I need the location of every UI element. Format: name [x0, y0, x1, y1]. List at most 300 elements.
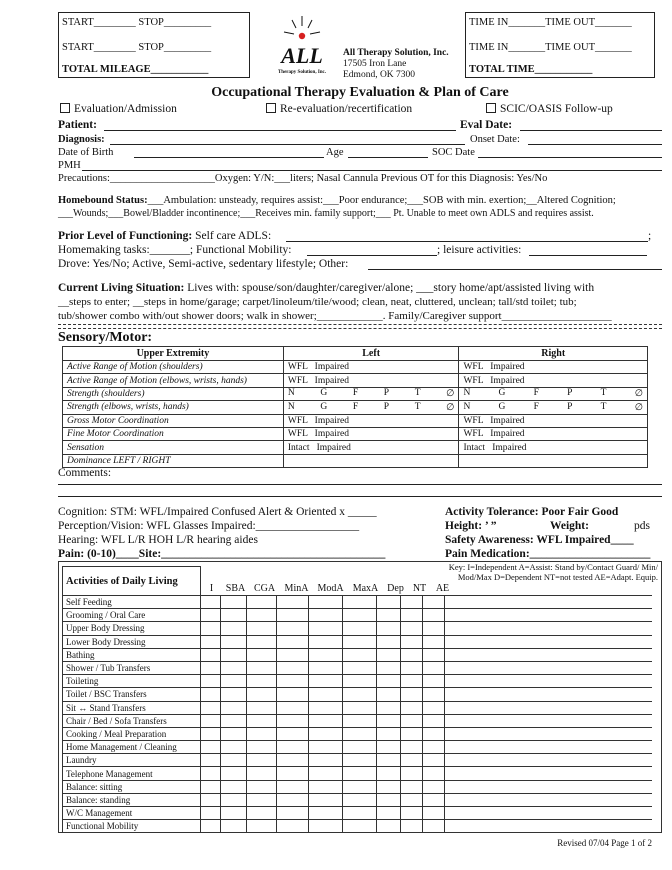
strength-grade[interactable]: ∅ [446, 402, 455, 413]
adl-score-cell[interactable] [377, 622, 401, 635]
adl-score-cell[interactable] [401, 688, 423, 701]
prior-level-label: Prior Level of Functioning: [58, 230, 193, 242]
adl-score-cell[interactable] [247, 622, 277, 635]
adl-score-cell[interactable] [309, 635, 343, 648]
adl-score-cell[interactable] [309, 661, 343, 674]
adl-score-cell[interactable] [201, 635, 221, 648]
checkbox-icon[interactable] [266, 103, 276, 113]
strength-grade[interactable]: T [600, 401, 607, 412]
strength-grade[interactable]: G [498, 401, 506, 412]
adl-score-cell[interactable] [309, 701, 343, 714]
adl-score-cell[interactable] [343, 767, 377, 780]
adl-score-cell[interactable] [343, 754, 377, 767]
comments-line[interactable] [58, 496, 662, 497]
adl-score-cell[interactable] [201, 596, 221, 609]
adl-score-cell[interactable] [201, 754, 221, 767]
adl-score-cell[interactable] [201, 648, 221, 661]
strength-grade[interactable]: G [320, 388, 328, 399]
adl-score-cell[interactable] [445, 622, 653, 635]
checkbox-icon[interactable] [60, 103, 70, 113]
sensory-left-cell[interactable]: WFL Impaired [283, 414, 459, 427]
adl-score-cell[interactable] [247, 596, 277, 609]
adl-score-cell[interactable] [343, 780, 377, 793]
adl-score-cell[interactable] [309, 754, 343, 767]
adl-score-cell[interactable] [221, 661, 247, 674]
adl-score-cell[interactable] [343, 701, 377, 714]
strength-grade[interactable]: N [463, 388, 471, 399]
adl-score-cell[interactable] [201, 675, 221, 688]
adl-score-cell[interactable] [201, 609, 221, 622]
adl-score-cell[interactable] [247, 701, 277, 714]
prior-level-line-3[interactable]: Drove: Yes/No; Active, Semi-active, sedentary lifestyle; Other: [58, 258, 349, 270]
adl-score-cell[interactable] [445, 609, 653, 622]
precautions-line[interactable]: Precautions:____________________Oxygen: Y/N:___liters; Nasal Cannula Previous OT for this Diagnosis: Yes/No [58, 173, 548, 184]
height-field[interactable]: Height: ’ ” [445, 520, 497, 532]
adl-score-cell[interactable] [201, 780, 221, 793]
strength-grade[interactable]: F [533, 401, 539, 412]
time-in-out-1[interactable]: TIME IN_______TIME OUT_______ [469, 17, 632, 28]
adl-score-cell[interactable] [277, 780, 309, 793]
adl-score-cell[interactable] [221, 793, 247, 806]
start-stop-line-1[interactable]: START________ STOP_________ [62, 17, 212, 28]
adl-score-cell[interactable] [401, 767, 423, 780]
adl-score-cell[interactable] [423, 635, 445, 648]
adl-score-cell[interactable] [221, 714, 247, 727]
sensory-left-cell[interactable] [283, 401, 459, 414]
adl-score-cell[interactable] [377, 596, 401, 609]
adl-score-cell[interactable] [423, 675, 445, 688]
adl-score-cell[interactable] [445, 820, 653, 833]
adl-score-cell[interactable] [401, 701, 423, 714]
strength-grade[interactable]: P [567, 401, 573, 412]
sensory-row-label: Strength (shoulders) [63, 387, 284, 400]
strength-grade[interactable]: T [600, 388, 607, 399]
adl-score-cell[interactable] [309, 807, 343, 820]
sensory-row-label: Gross Motor Coordination [63, 414, 284, 427]
hearing-row[interactable]: Hearing: WFL L/R HOH L/R hearing aides [58, 534, 258, 546]
adl-score-cell[interactable] [401, 609, 423, 622]
adl-score-cell[interactable] [309, 741, 343, 754]
sensory-left-cell[interactable] [283, 387, 459, 400]
adl-score-cell[interactable] [423, 754, 445, 767]
adl-score-cell[interactable] [221, 701, 247, 714]
adl-score-cell[interactable] [445, 780, 653, 793]
adl-score-cell[interactable] [201, 793, 221, 806]
adl-score-cell[interactable] [445, 807, 653, 820]
sensory-row [63, 361, 648, 374]
start-stop-line-2[interactable]: START________ STOP_________ [62, 42, 212, 53]
weight-unit: pds [634, 520, 650, 532]
sensory-table [62, 346, 648, 468]
pain-medication[interactable]: Pain Medication:_____________________ [445, 548, 651, 560]
living-line-2[interactable]: __steps to enter; __steps in home/garage; carpet/linoleum/tile/wood; clean, neat, cluttered, unclean; tall/std toilet; tub; [58, 296, 577, 308]
adl-score-cell[interactable] [201, 767, 221, 780]
strength-grade[interactable]: F [533, 388, 539, 399]
weight-field[interactable]: Weight: [550, 520, 589, 532]
onset-date-field[interactable] [528, 144, 662, 145]
diagnosis-field[interactable] [110, 144, 465, 145]
adl-score-cell[interactable] [277, 622, 309, 635]
adl-score-cell[interactable] [309, 820, 343, 833]
checkbox-icon[interactable] [486, 103, 496, 113]
adl-score-cell[interactable] [277, 596, 309, 609]
adl-score-cell[interactable] [221, 754, 247, 767]
adl-score-cell[interactable] [377, 609, 401, 622]
re-evaluation-option[interactable]: Re-evaluation/recertification [266, 102, 412, 116]
sensory-left-cell[interactable]: Intact Impaired [283, 441, 459, 454]
adl-score-cell[interactable] [277, 688, 309, 701]
adl-score-cell[interactable] [247, 727, 277, 740]
strength-grade[interactable]: N [463, 401, 471, 412]
adl-score-cell[interactable] [221, 780, 247, 793]
adl-score-cell[interactable] [247, 688, 277, 701]
adl-score-cell[interactable] [201, 622, 221, 635]
adl-score-cell[interactable] [377, 688, 401, 701]
adl-score-cell[interactable] [309, 622, 343, 635]
adl-score-cell[interactable] [343, 807, 377, 820]
adl-row [63, 596, 653, 609]
adl-score-cell[interactable] [247, 675, 277, 688]
adl-score-cell[interactable] [201, 714, 221, 727]
adl-score-cell[interactable] [221, 688, 247, 701]
comments-line[interactable] [58, 484, 662, 485]
adl-score-cell[interactable] [247, 648, 277, 661]
adl-score-cell[interactable] [423, 820, 445, 833]
adl-score-cell[interactable] [343, 793, 377, 806]
adl-score-cell[interactable] [423, 741, 445, 754]
adl-score-cell[interactable] [445, 701, 653, 714]
adl-score-cell[interactable] [247, 780, 277, 793]
dob-field[interactable] [134, 157, 324, 158]
adl-score-cell[interactable] [201, 820, 221, 833]
adl-score-cell[interactable] [423, 793, 445, 806]
adl-score-cell[interactable] [377, 807, 401, 820]
adl-score-cell[interactable] [277, 635, 309, 648]
company-address-2: Edmond, OK 7300 [343, 70, 416, 80]
adl-score-cell[interactable] [309, 793, 343, 806]
adl-score-cell[interactable] [445, 635, 653, 648]
adl-row [63, 741, 653, 754]
adl-row [63, 675, 653, 688]
adl-score-cell[interactable] [247, 793, 277, 806]
prior-level-line-1[interactable]: Prior Level of Functioning: Self care ADLS: [58, 230, 272, 242]
adl-score-cell[interactable] [277, 701, 309, 714]
adl-score-cell[interactable] [343, 714, 377, 727]
adl-row [63, 714, 653, 727]
time-in-out-2[interactable]: TIME IN_______TIME OUT_______ [469, 42, 632, 53]
adl-score-cell[interactable] [401, 807, 423, 820]
adl-score-cell[interactable] [423, 807, 445, 820]
adl-score-cell[interactable] [221, 609, 247, 622]
adl-score-cell[interactable] [445, 661, 653, 674]
adl-score-cell[interactable] [445, 727, 653, 740]
adl-score-cell[interactable] [377, 701, 401, 714]
adl-row [63, 661, 653, 674]
sensory-row-label: Sensation [63, 441, 284, 454]
sensory-right-cell[interactable]: WFL Impaired [459, 374, 648, 387]
strength-grade[interactable]: ∅ [446, 389, 455, 400]
adl-score-cell[interactable] [343, 741, 377, 754]
adl-score-cell[interactable] [343, 688, 377, 701]
homebound-label: Homebound Status: [58, 195, 148, 206]
sensory-row [63, 441, 648, 454]
age-field[interactable] [348, 157, 428, 158]
adl-score-cell[interactable] [377, 780, 401, 793]
adl-score-cell[interactable] [277, 714, 309, 727]
adl-score-cell[interactable] [377, 727, 401, 740]
adl-score-cell[interactable] [445, 793, 653, 806]
adl-score-cell[interactable] [445, 675, 653, 688]
adl-activity-label: Home Management / Cleaning [63, 741, 201, 754]
adl-score-cell[interactable] [201, 741, 221, 754]
adl-score-cell[interactable] [221, 648, 247, 661]
adl-score-cell[interactable] [401, 596, 423, 609]
adl-score-cell[interactable] [343, 727, 377, 740]
adl-score-cell[interactable] [377, 793, 401, 806]
strength-grade[interactable]: T [414, 401, 421, 412]
adl-score-cell[interactable] [445, 648, 653, 661]
homebound-line-1[interactable]: Homebound Status:___Ambulation: unsteady, requires assist:___Poor endurance;___SOB with min. exertion;__Altered Cognition; [58, 195, 616, 206]
adl-score-cell[interactable] [277, 727, 309, 740]
adl-score-cell[interactable] [445, 767, 653, 780]
adl-score-cell[interactable] [401, 675, 423, 688]
strength-grade[interactable]: P [383, 388, 390, 399]
adl-score-cell[interactable] [377, 820, 401, 833]
adl-score-cell[interactable] [423, 767, 445, 780]
adl-score-cell[interactable] [401, 648, 423, 661]
adl-score-cell[interactable] [423, 780, 445, 793]
adl-score-cell[interactable] [401, 635, 423, 648]
prior-level-line-2[interactable]: Homemaking tasks:_______; Functional Mobility: [58, 244, 292, 256]
adl-score-cell[interactable] [377, 741, 401, 754]
adl-score-cell[interactable] [221, 741, 247, 754]
adl-score-cell[interactable] [277, 807, 309, 820]
adl-score-cell[interactable] [247, 714, 277, 727]
sensory-row-label: Dominance LEFT / RIGHT [63, 454, 284, 467]
adl-score-cell[interactable] [377, 661, 401, 674]
adl-score-cell[interactable] [277, 609, 309, 622]
adl-table [62, 566, 652, 833]
living-line-3[interactable]: tub/shower combo with/out shower doors; walk in shower;____________. Family/Caregiver support____________________ [58, 310, 612, 322]
sensory-row [63, 374, 648, 387]
adl-score-cell[interactable] [401, 622, 423, 635]
adl-score-cell[interactable] [201, 701, 221, 714]
total-mileage[interactable]: TOTAL MILEAGE___________ [62, 64, 209, 75]
adl-score-cell[interactable] [277, 661, 309, 674]
logo-caption: Therapy Solution, Inc. [277, 70, 327, 75]
adl-score-cell[interactable] [309, 727, 343, 740]
sensory-right-cell[interactable]: Intact Impaired [459, 441, 648, 454]
adl-score-cell[interactable] [377, 767, 401, 780]
other-lifestyle-field[interactable] [368, 269, 662, 270]
adl-score-cell[interactable] [247, 807, 277, 820]
adl-row [63, 622, 653, 635]
sensory-left-cell[interactable]: WFL Impaired [283, 361, 459, 374]
sensory-left-cell[interactable]: WFL Impaired [283, 427, 459, 440]
adl-score-cell[interactable] [247, 635, 277, 648]
patient-name-field[interactable] [104, 130, 456, 131]
sensory-right-cell[interactable] [459, 401, 648, 414]
adl-score-cell[interactable] [401, 780, 423, 793]
pmh-field[interactable] [82, 170, 662, 171]
adl-score-cell[interactable] [277, 648, 309, 661]
cognition-row[interactable]: Cognition: STM: WFL/Impaired Confused Alert & Oriented x _____ [58, 506, 377, 518]
dob-label: Date of Birth [58, 147, 114, 158]
adl-score-cell[interactable] [309, 714, 343, 727]
adl-score-cell[interactable] [309, 780, 343, 793]
adl-score-cell[interactable] [343, 820, 377, 833]
adl-score-cell[interactable] [343, 635, 377, 648]
adl-score-cell[interactable] [401, 714, 423, 727]
strength-grade[interactable]: F [352, 401, 359, 412]
adl-score-cell[interactable] [221, 622, 247, 635]
adl-score-cell[interactable] [377, 648, 401, 661]
adl-score-cell[interactable] [343, 609, 377, 622]
adl-score-cell[interactable] [401, 727, 423, 740]
adl-score-cell[interactable] [277, 754, 309, 767]
adl-score-cell[interactable] [401, 661, 423, 674]
functional-mobility-field[interactable] [307, 255, 437, 256]
adl-score-cell[interactable] [247, 661, 277, 674]
adl-score-cell[interactable] [277, 793, 309, 806]
adl-score-cell[interactable] [377, 675, 401, 688]
adl-score-cell[interactable] [277, 741, 309, 754]
adl-score-cell[interactable] [201, 661, 221, 674]
adl-score-cell[interactable] [221, 596, 247, 609]
strength-grade[interactable]: P [383, 401, 390, 412]
adl-score-cell[interactable] [445, 741, 653, 754]
strength-grade[interactable]: N [287, 388, 295, 399]
adl-score-cell[interactable] [201, 727, 221, 740]
adl-score-cell[interactable] [377, 714, 401, 727]
adl-score-cell[interactable] [377, 754, 401, 767]
adl-score-cell[interactable] [423, 688, 445, 701]
adl-score-cell[interactable] [309, 609, 343, 622]
adl-score-cell[interactable] [445, 754, 653, 767]
adl-score-cell[interactable] [423, 714, 445, 727]
adl-score-cell[interactable] [247, 741, 277, 754]
onset-date-label: Onset Date: [470, 134, 520, 145]
strength-grade[interactable]: T [414, 388, 421, 399]
adl-score-cell[interactable] [277, 767, 309, 780]
adl-score-cell[interactable] [309, 767, 343, 780]
strength-grade[interactable]: P [567, 388, 573, 399]
strength-grade[interactable]: N [287, 401, 295, 412]
homebound-line-2[interactable]: ___Wounds;___Bowel/Bladder incontinence;___Receives min. family support;___ Pt. Unable to meet own ADLS and requires assist. [58, 208, 594, 219]
adl-score-cell[interactable] [343, 675, 377, 688]
adl-score-cell[interactable] [445, 688, 653, 701]
adl-score-cell[interactable] [445, 596, 653, 609]
soc-date-field[interactable] [478, 157, 662, 158]
pain-row[interactable]: Pain: (0-10)____Site:_______________________________________ [58, 548, 386, 560]
living-line-1[interactable]: Current Living Situation: Lives with: spouse/son/daughter/caregiver/alone; ___story home/apt/assisted living with [58, 282, 595, 294]
sensory-heading: Sensory/Motor: [58, 330, 153, 345]
adl-score-cell[interactable] [401, 793, 423, 806]
adl-score-cell[interactable] [277, 675, 309, 688]
adl-score-cell[interactable] [343, 622, 377, 635]
sensory-row [63, 401, 648, 414]
sensory-right-cell[interactable]: WFL Impaired [459, 414, 648, 427]
perception-row[interactable]: Perception/Vision: WFL Glasses Impaired:__________________ [58, 520, 360, 532]
strength-grade[interactable]: F [352, 388, 359, 399]
adl-score-cell[interactable] [247, 820, 277, 833]
safety-awareness[interactable]: Safety Awareness: WFL Impaired____ [445, 534, 634, 546]
adl-score-cell[interactable] [309, 596, 343, 609]
adl-score-cell[interactable] [309, 688, 343, 701]
adl-score-cell[interactable] [221, 635, 247, 648]
sensory-right-cell[interactable]: WFL Impaired [459, 427, 648, 440]
adl-score-cell[interactable] [309, 648, 343, 661]
eval-admission-option[interactable]: Evaluation/Admission [60, 102, 177, 116]
patient-label: Patient: [58, 119, 97, 131]
adl-score-cell[interactable] [423, 648, 445, 661]
adl-score-cell[interactable] [247, 754, 277, 767]
adl-score-cell[interactable] [423, 609, 445, 622]
sensory-row [63, 387, 648, 400]
adl-score-cell[interactable] [201, 807, 221, 820]
adl-score-cell[interactable] [221, 675, 247, 688]
adl-activity-label: Cooking / Meal Preparation [63, 727, 201, 740]
adl-activity-label: Upper Body Dressing [63, 622, 201, 635]
adl-score-cell[interactable] [445, 714, 653, 727]
total-time[interactable]: TOTAL TIME___________ [469, 64, 593, 75]
adl-score-cell[interactable] [423, 596, 445, 609]
adl-score-cell[interactable] [423, 701, 445, 714]
activity-tolerance[interactable]: Activity Tolerance: Poor Fair Good [445, 506, 619, 518]
adl-score-cell[interactable] [247, 609, 277, 622]
adl-score-cell[interactable] [201, 688, 221, 701]
adl-score-cell[interactable] [221, 807, 247, 820]
adl-row [63, 635, 653, 648]
adl-score-cell[interactable] [423, 661, 445, 674]
strength-grade[interactable]: ∅ [634, 402, 643, 413]
col-upper-extremity: Upper Extremity [63, 347, 284, 361]
adl-score-cell[interactable] [221, 727, 247, 740]
adl-score-cell[interactable] [401, 741, 423, 754]
sensory-right-cell[interactable] [459, 387, 648, 400]
adl-score-cell[interactable] [277, 820, 309, 833]
scic-oasis-option[interactable]: SCIC/OASIS Follow-up [486, 102, 613, 116]
adl-score-cell[interactable] [247, 767, 277, 780]
sensory-right-cell[interactable]: WFL Impaired [459, 361, 648, 374]
adl-activity-label: Bathing [63, 648, 201, 661]
adl-score-cell[interactable] [221, 767, 247, 780]
adl-column-header: AE [435, 583, 450, 594]
col-left: Left [283, 347, 459, 361]
sensory-right-cell[interactable] [459, 454, 648, 467]
adl-score-cell[interactable] [423, 622, 445, 635]
adl-score-cell[interactable] [401, 754, 423, 767]
sensory-left-cell[interactable] [283, 454, 459, 467]
adl-score-cell[interactable] [343, 648, 377, 661]
adl-score-cell[interactable] [343, 661, 377, 674]
eval-date-field[interactable] [520, 130, 662, 131]
sensory-left-cell[interactable]: WFL Impaired [283, 374, 459, 387]
adl-score-cell[interactable] [221, 820, 247, 833]
strength-grade[interactable]: ∅ [634, 389, 643, 400]
strength-grade[interactable]: G [320, 401, 328, 412]
adl-score-cell[interactable] [343, 596, 377, 609]
adl-score-cell[interactable] [401, 820, 423, 833]
strength-grade[interactable]: G [498, 388, 506, 399]
leisure-field[interactable] [529, 255, 647, 256]
self-care-field[interactable] [286, 241, 648, 242]
adl-score-cell[interactable] [423, 727, 445, 740]
age-label: Age [326, 147, 344, 158]
adl-score-cell[interactable] [309, 675, 343, 688]
adl-column-header: SBA [225, 583, 246, 594]
adl-score-cell[interactable] [377, 635, 401, 648]
